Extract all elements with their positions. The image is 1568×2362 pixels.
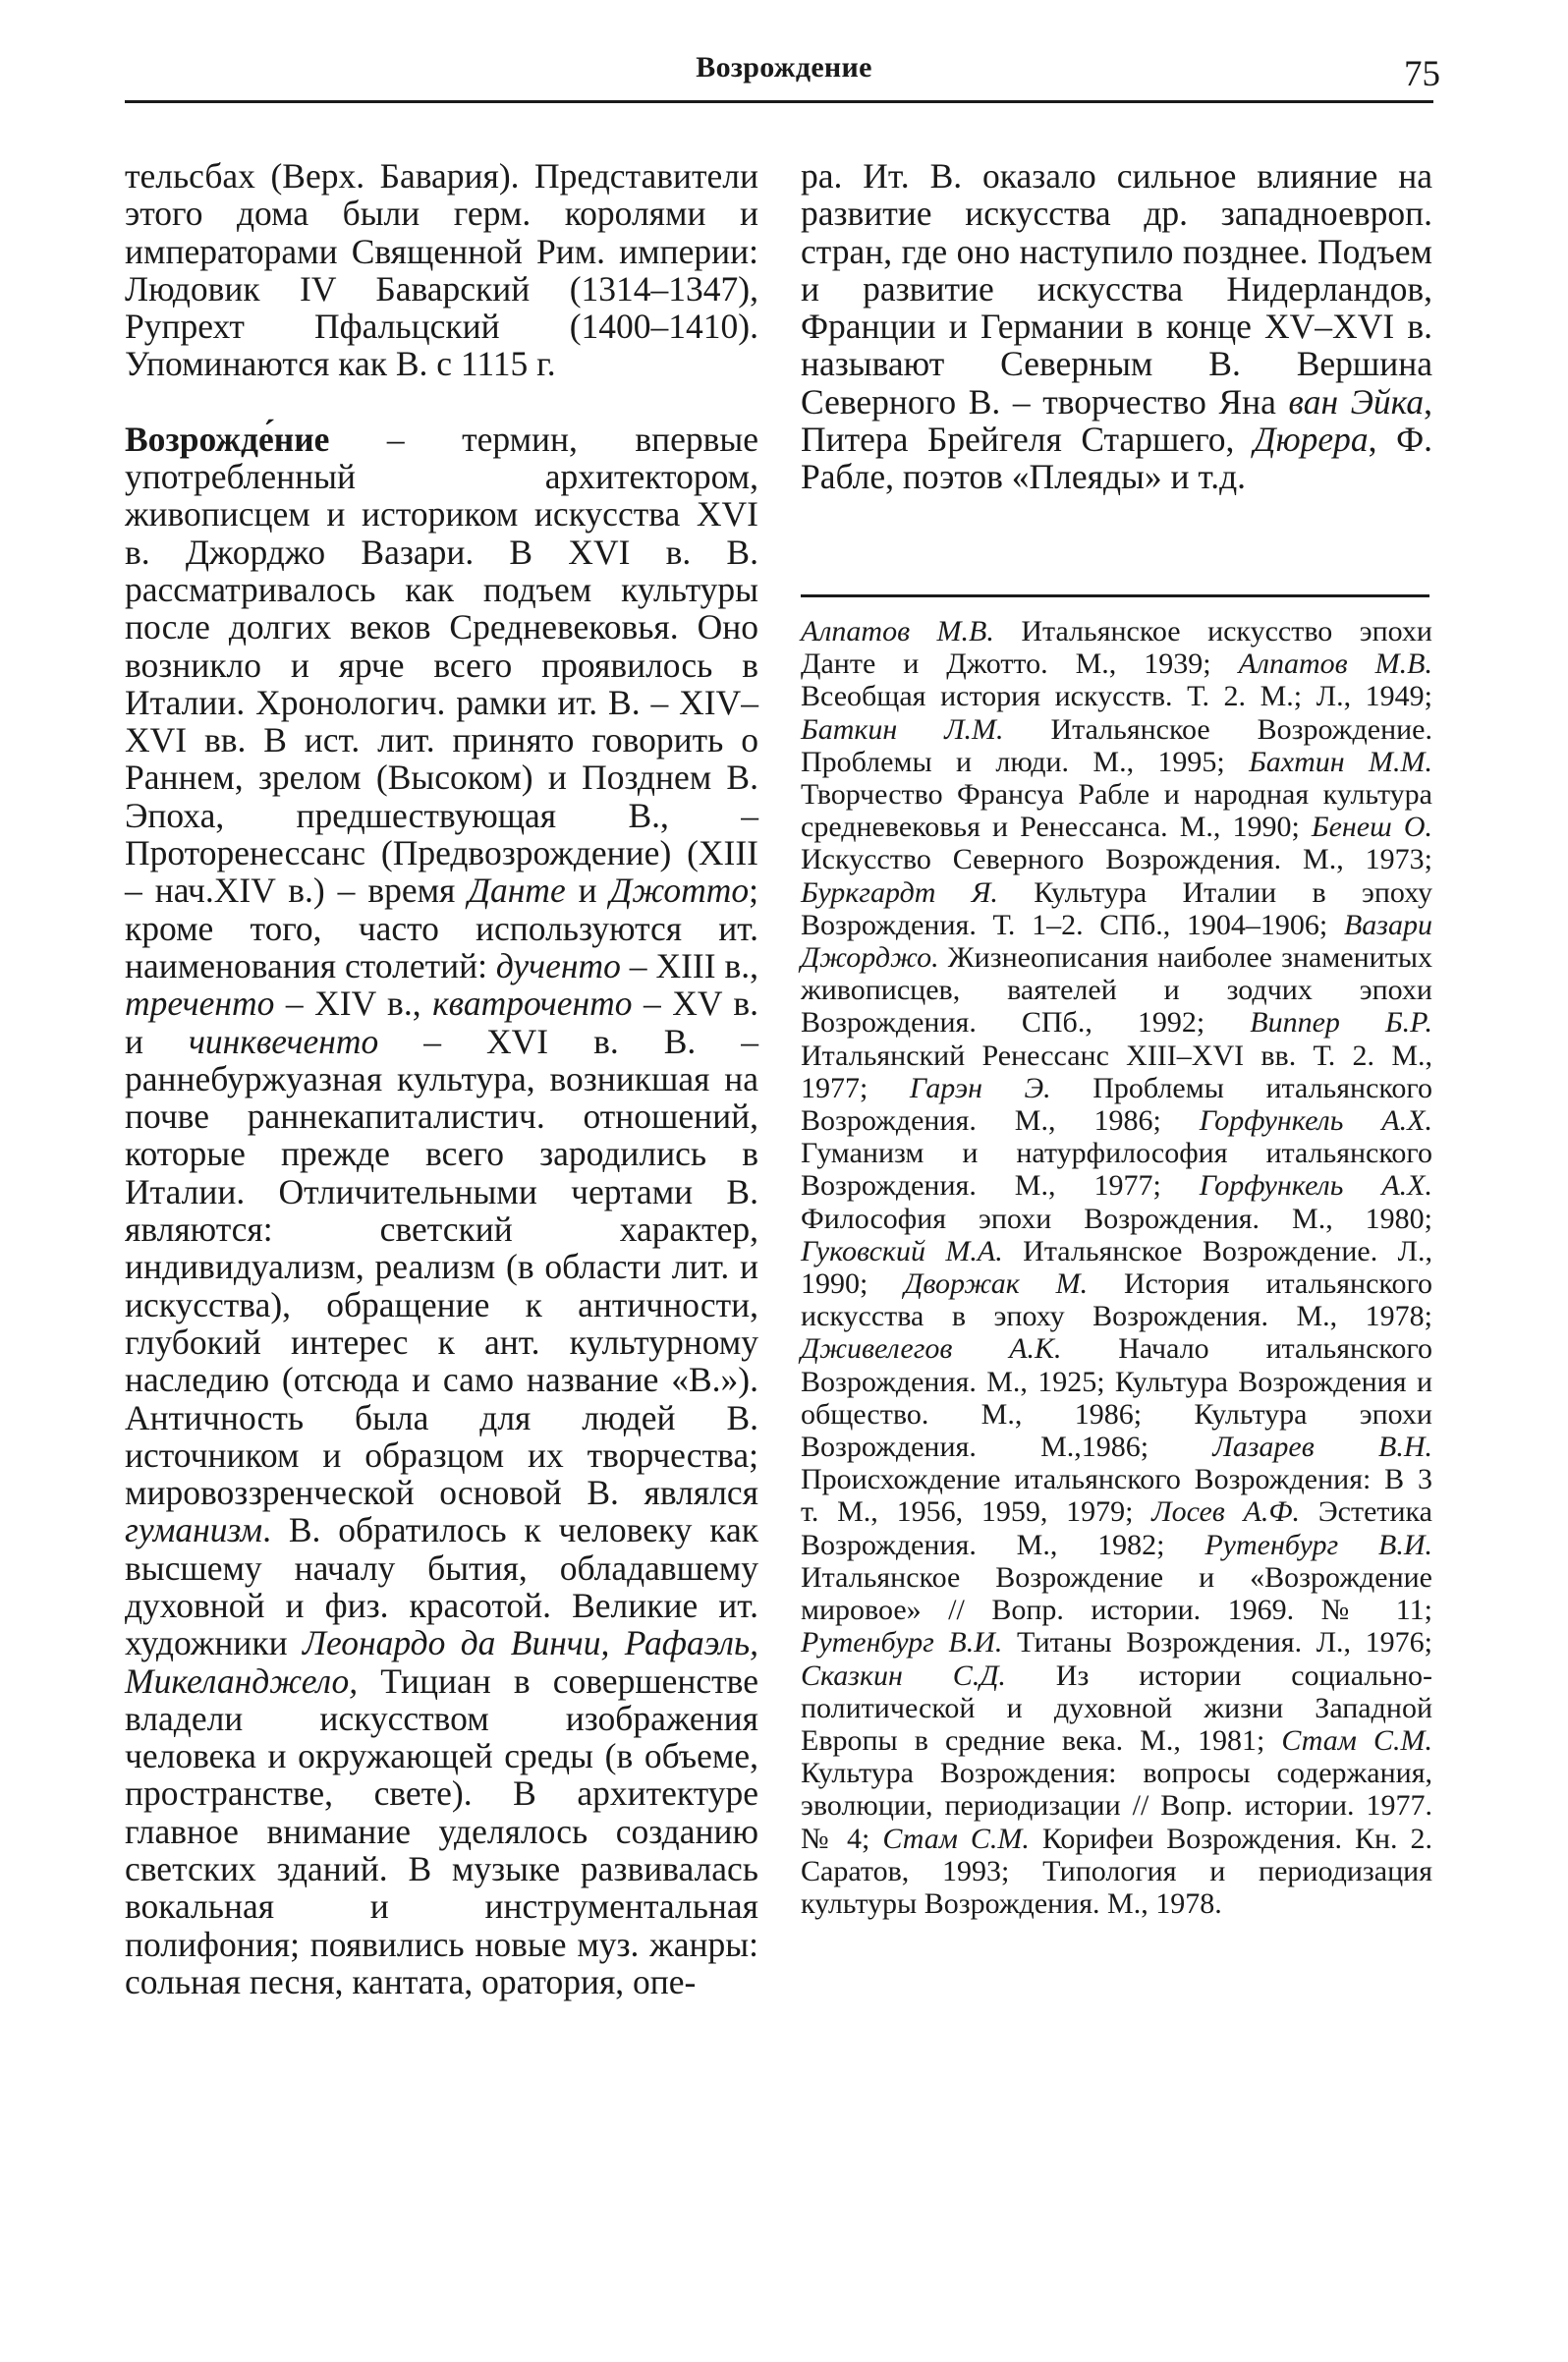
bib-author: Дживелегов А.К. (801, 1332, 1062, 1366)
bib-author: Стам С.М. (882, 1822, 1030, 1855)
bib-reference: Творчество Франсуа Рабле и народная культура средневековья и Ренессанса. М., 1990; (801, 778, 1432, 844)
bib-author: Баткин Л.М. (801, 712, 1004, 746)
bib-reference: Эстетика Возрождения. М., 1982; (801, 1495, 1432, 1561)
bib-author: Гуковский М.А. (801, 1234, 1003, 1267)
term-cinquecento: чинквеченто (188, 1021, 379, 1061)
left-column (125, 157, 758, 2000)
term-trecento: треченто (125, 984, 275, 1024)
entry-text: , Ф. Рабле, поэтов «Плеяды» и т.д. (801, 420, 1432, 497)
ref-artists: Леонардо да Винчи, Рафаэль, Микеланджело, (125, 1623, 759, 1701)
running-head: Возрождение (696, 51, 872, 84)
bibliography-text (801, 615, 1432, 1920)
bib-author: Лазарев В.Н. (1212, 1431, 1432, 1464)
bib-reference: Проблемы итальянского Возрождения. М., 1986; (801, 1071, 1432, 1138)
entry-text: , Питера Брейгеля Старшего, (801, 381, 1433, 460)
bib-reference: Итальянское Возрождение. Л., 1990; (801, 1234, 1432, 1301)
bib-reference: Философия эпохи Возрождения. М., 1980; (801, 1202, 1432, 1235)
bib-reference: Культура Италии в эпоху Возрождения. Т. 1–2. СПб., 1904–1906; (801, 875, 1432, 941)
bib-author: Рутенбург В.И. (801, 1626, 1003, 1659)
bib-reference: Происхождение итальянского Возрождения: В 3 т. М., 1956, 1959, 1979; (801, 1463, 1432, 1529)
bib-author: Алпатов М.В. (1238, 647, 1432, 681)
bib-author: Алпатов М.В. (801, 615, 994, 647)
entry-text: ра. Ит. В. оказало сильное влияние на развитие искусства др. западноевроп. стран, где оно наступило позднее. Подъем и развитие искусства Нидерландов, Франции и Германии в конце XV–XVI в. называют Северным В. Вершина Северного В. – творчество Яна (801, 156, 1432, 422)
entry-continuation: тельсбах (Верх. Бавария). Представители этого дома были герм. королями и императорами Священной Рим. империи: Людовик IV Баварский (1314–1347), Рупрехт Пфальцский (1400–1410). Упоминаются как В. с 1115 г. (125, 156, 758, 384)
entry-text: ; кроме того, часто используются ит. наименования столетий: (125, 871, 759, 985)
ref-durer: Дюрера (1254, 420, 1369, 460)
bib-reference: Итальянское Возрождение и «Возрождение мировое» // Вопр. истории. 1969. № 11; (801, 1560, 1432, 1627)
entry-text: и (565, 871, 610, 911)
bib-reference: Начало итальянского Возрождения. М., 1925; Культура Возрождения и общество. М., 1986; Культура эпохи Возрождения. М.,1986; (801, 1332, 1432, 1464)
bib-author: Дворжак М. (904, 1267, 1089, 1301)
term-quattrocento: кватроченто (432, 984, 633, 1024)
bib-author: Горфункель А.Х. (1199, 1169, 1432, 1203)
bib-reference: Всеобщая история искусств. Т. 2. М.; Л., 1949; (801, 680, 1432, 713)
bib-author: Сказкин С.Д. (801, 1659, 1006, 1692)
bib-author: Буркгардт Я. (801, 875, 998, 909)
bibliography (801, 615, 1432, 1920)
bib-reference: История итальянского искусства в эпоху Возрождения. М., 1978; (801, 1267, 1432, 1333)
bib-reference: Итальянский Ренессанс XIII–XVI вв. Т. 2. М., 1977; (801, 1039, 1432, 1104)
bib-reference: Корифеи Возрождения. Кн. 2. Саратов, 1993; Типология и периодизация культуры Возрождения. М., 1978. (801, 1822, 1432, 1920)
entry-text: . В. обратилось к человеку как высшему началу бытия, обладавшему духовной и физ. красотой. Великие ит. художники (125, 1510, 758, 1663)
bib-reference: Итальянское Возрождение. Проблемы и люди. М., 1995; (801, 712, 1432, 778)
bib-author: Бенеш О. (1311, 811, 1432, 844)
entry-continuation-right (801, 157, 1432, 496)
header-rule (125, 100, 1433, 103)
entry-text: Тициан в совершенстве владели искусством изображения человека и окружающей среды (в объеме, пространстве, свете). В архитектуре главное внимание уделялось созданию светских зданий. В музыке развивалась вокальная и инструментальная полифония; появились новые муз. жанры: сольная песня, кантата, оратория, опе- (125, 1660, 758, 2001)
ref-dante: Данте (468, 871, 566, 911)
bib-author: Стам С.М. (1281, 1723, 1432, 1757)
bibliography-rule (801, 594, 1429, 597)
page-number: 75 (1404, 54, 1440, 94)
entry-text: – XV в. и (125, 984, 758, 1061)
entry-text: – XIII в., (620, 945, 758, 985)
entry-text: – XIV в., (274, 984, 433, 1024)
bib-reference: Гуманизм и натурфилософия итальянского Возрождения. М., 1977; (801, 1137, 1432, 1203)
ref-humanism: гуманизм (125, 1510, 263, 1550)
right-column (801, 157, 1432, 496)
bib-author: Виппер Б.Р. (1250, 1006, 1432, 1040)
entry-renaissance (125, 421, 758, 2000)
term-duecento: дученто (495, 945, 621, 985)
ref-giotto: Джотто (609, 871, 750, 911)
bib-reference: Искусство Северного Возрождения. М., 1973; (801, 843, 1432, 876)
ref-van-eyck: ван Эйка (1288, 381, 1425, 422)
bib-author: Лосев А.Ф. (1151, 1495, 1301, 1529)
bib-author: Гарэн Э. (909, 1071, 1051, 1104)
bib-reference: Культура Возрождения: вопросы содержания, эволюции, периодизации // Вопр. истории. 1977. № 4; (801, 1757, 1432, 1855)
bib-reference: Из истории социально-политической и духовной жизни Западной Европы в средние века. М., 1981; (801, 1659, 1432, 1757)
bib-author: Горфункель А.Х. (1199, 1104, 1432, 1138)
entry-text: – XVI в. В. – раннебуржуазная культура, возникшая на почве раннекапиталистич. отношений, которые прежде всего зародились в Италии. Отличительными чертами В. являются: светский характер, индивидуализм, реализм (в области лит. и искусства), обращение к античности, глубокий интерес к ант. культурному наследию (отсюда и само название «В.»). Античность была для людей В. источником и образцом их творчества; мировоззренческой основой В. являлся (125, 1021, 758, 1513)
bib-reference: Жизнеописания наиболее знаменитых живописцев, ваятелей и зодчих эпохи Возрождения. СПб., 1992; (801, 941, 1432, 1040)
entry-term: Возрожде́ние (125, 419, 330, 459)
bib-reference: Титаны Возрождения. Л., 1976; (1002, 1626, 1432, 1659)
bib-reference: Итальянское искусство эпохи Данте и Джотто. М., 1939; (801, 615, 1432, 681)
bib-author: Вазари Джорджо. (801, 908, 1432, 975)
entry-text: – термин, впервые употребленный архитектором, живописцем и историком искусства XVI в. Джорджо Вазари. В XVI в. В. рассматривалось как подъем культуры после долгих веков Средневековья. Оно возникло и ярче всего проявилось в Италии. Хронологич. рамки ит. В. – XIV–XVI вв. В ист. лит. принято говорить о Раннем, зрелом (Высоком) и Позднем В. Эпоха, предшествующая В., – Проторенессанс (Предвозрождение) (XIII – нач.XIV в.) – время (125, 419, 758, 911)
bib-author: Бахтин М.М. (1249, 745, 1432, 778)
bib-author: Рутенбург В.И. (1204, 1528, 1433, 1561)
